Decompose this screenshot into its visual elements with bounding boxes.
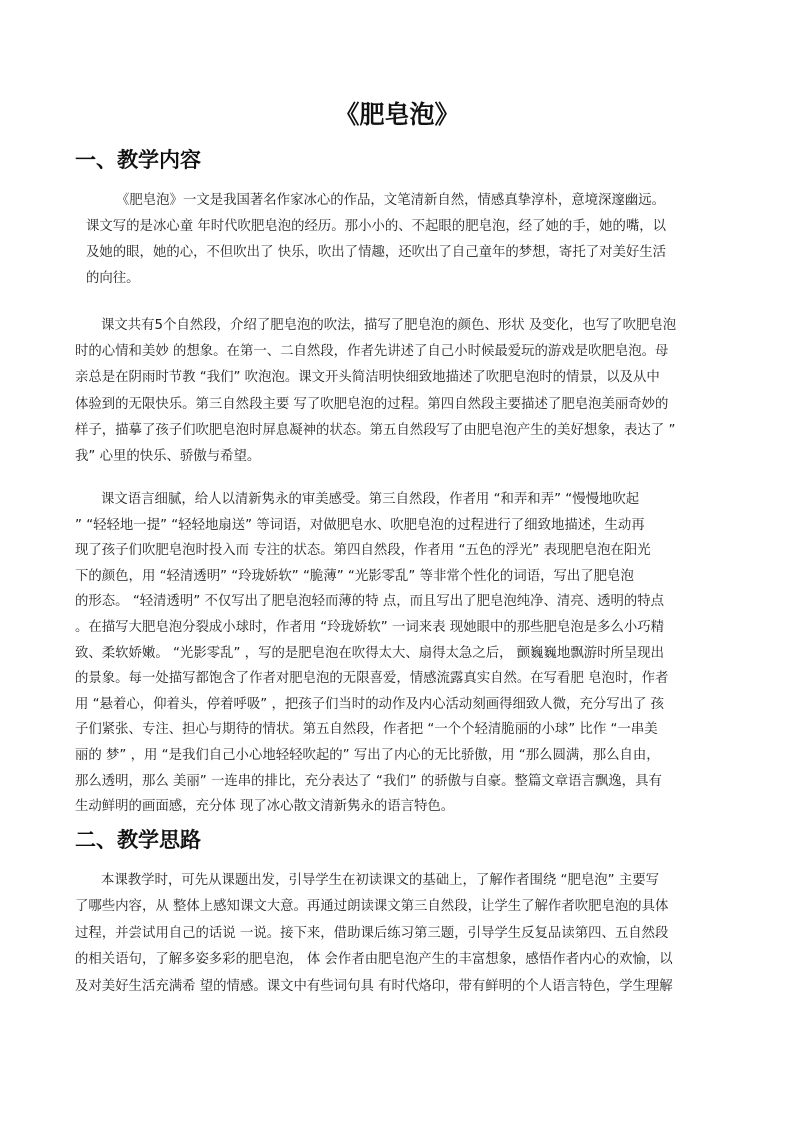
text-line: 用 “悬着心，仰着头，停着呼吸” ，把孩子们当时的动作及内心活动刻画得细致人微，充分写出了 孩 [75,696,665,712]
text-line: 的相关语句，了解多姿多彩的肥皂泡， 体 会作者由肥皂泡产生的丰富想象，感悟作者内心的欢愉，以 [75,952,673,968]
text-line: 的向往。 [86,271,140,286]
text-line: 的形态。 “轻清透明” 不仅写出了肥皂泡轻而薄的特 点，而且写出了肥皂泡纯净、清亮、透明的特点 [75,594,665,610]
text-line: 现了孩子们吹肥皂泡时投入而 专注的状态。第四自然段，作者用 “五色的浮光” 表现肥皂泡在阳光 [75,543,651,559]
text-line: 致、柔软娇嫩。 “光影零乱” ，写的是肥皂泡在吹得太大、扇得太急之后， 颤巍巍地飘游时所呈现出 [75,645,665,661]
text-line: 本课教学时，可先从课题出发，引导学生在初读课文的基础上，了解作者围绕 “肥皂泡” 主要写 [101,873,660,888]
text-line: ” “轻轻地一提” “轻轻地扇送” 等词语，对做肥皂水、吹肥皂泡的过程进行了细致地描述，生动再 [75,517,645,533]
text-line: 。在描写大肥皂泡分裂成小球时，作者用 “玲珑娇软” 一词来表 现她眼中的那些肥皂泡是多么小巧精 [75,619,665,635]
text-line: 生动鲜明的画面感，充分体 现了冰心散文清新隽永的语言特色。 [75,799,455,815]
text-line: 课文语言细腻，给人以清新隽永的审美感受。第三自然段，作者用 “和弄和弄” “慢慢地吹起 [101,492,640,507]
text-line: 我” 心里的快乐、骄傲与希望。 [75,449,261,465]
text-line: 的景象。每一处描写都饱含了作者对肥皂泡的无限喜爱，情感流露真实自然。在写看肥 皂泡时，作者 [75,671,669,687]
paragraph-intro [86,188,726,292]
document-title: 《肥皂泡》 [334,100,460,129]
text-line: 课文共有5个自然段，介绍了肥皂泡的吹法，描写了肥皂泡的颜色、形状 及变化，也写了吹肥皂泡 [101,318,677,333]
paragraph-approach [75,868,725,1000]
text-line: 体验到的无限快乐。第三自然段主要 写了吹肥皂泡的过程。第四自然段主要描述了肥皂泡美丽奇妙的 [75,396,669,412]
text-line: 过程，并尝试用自己的话说 一说。接下来，借助课后练习第三题，引导学生反复品读第四、五自然段 [75,925,669,941]
text-line: 子们紧张、专注、担心与期待的情状。第五自然段，作者把 “一个个轻清脆丽的小球” 比作 “一串美 [75,722,658,738]
text-line: 样子，描摹了孩子们吹肥皂泡时屏息凝神的状态。第五自然段写了由肥皂泡产生的美好想象，表达了 ” [75,422,676,438]
text-line: 《肥皂泡》一文是我国著名作家冰心的作品，文笔清新自然，情感真挚淳朴，意境深邃幽远。 [116,193,666,208]
text-line: 丽的 梦” ，用 “是我们自己小心地轻轻吹起的” 写出了内心的无比骄傲，用 “那么圆满，那么自由， [75,747,660,763]
text-line: 亲总是在阴雨时节教 “我们” 吹泡泡。课文开头简洁明快细致地描述了吹肥皂泡时的情景，以及从中 [75,370,660,386]
text-line: 那么透明，那么 美丽” 一连串的排比，充分表达了 “我们” 的骄傲与自豪。整篇文章语言飘逸，具有 [75,773,662,789]
text-line: 时的心情和美妙 的想象。在第一、二自然段，作者先讲述了自己小时候最爱玩的游戏是吹肥皂泡。母 [75,344,669,360]
text-line: 及对美好生活充满希 望的情感。课文中有些词句具 有时代烙印，带有鲜明的个人语言特色，学生理解 [75,978,673,994]
text-line: 了哪些内容，从 整体上感知课文大意。再通过朗读课文第三自然段，让学生了解作者吹肥皂泡的具体 [75,899,669,915]
paragraph-structure [75,313,725,470]
text-line: 及她的眼，她的心，不但吹出了 快乐，吹出了情趣，还吹出了自己童年的梦想，寄托了对美好生活 [86,245,667,260]
section-heading-teaching-approach: 二、教学思路 [75,828,201,852]
section-heading-teaching-content: 一、教学内容 [75,148,201,172]
paragraph-language [75,487,725,820]
text-line: 下的颜色，用 “轻清透明” “玲珑娇软” “脆薄” “光影零乱” 等非常个性化的词语，写出了肥皂泡 [75,568,634,584]
text-line: 课文写的是冰心童 年时代吹肥皂泡的经历。那小小的、不起眼的肥皂泡，经了她的手，她的嘴，以 [86,219,667,234]
